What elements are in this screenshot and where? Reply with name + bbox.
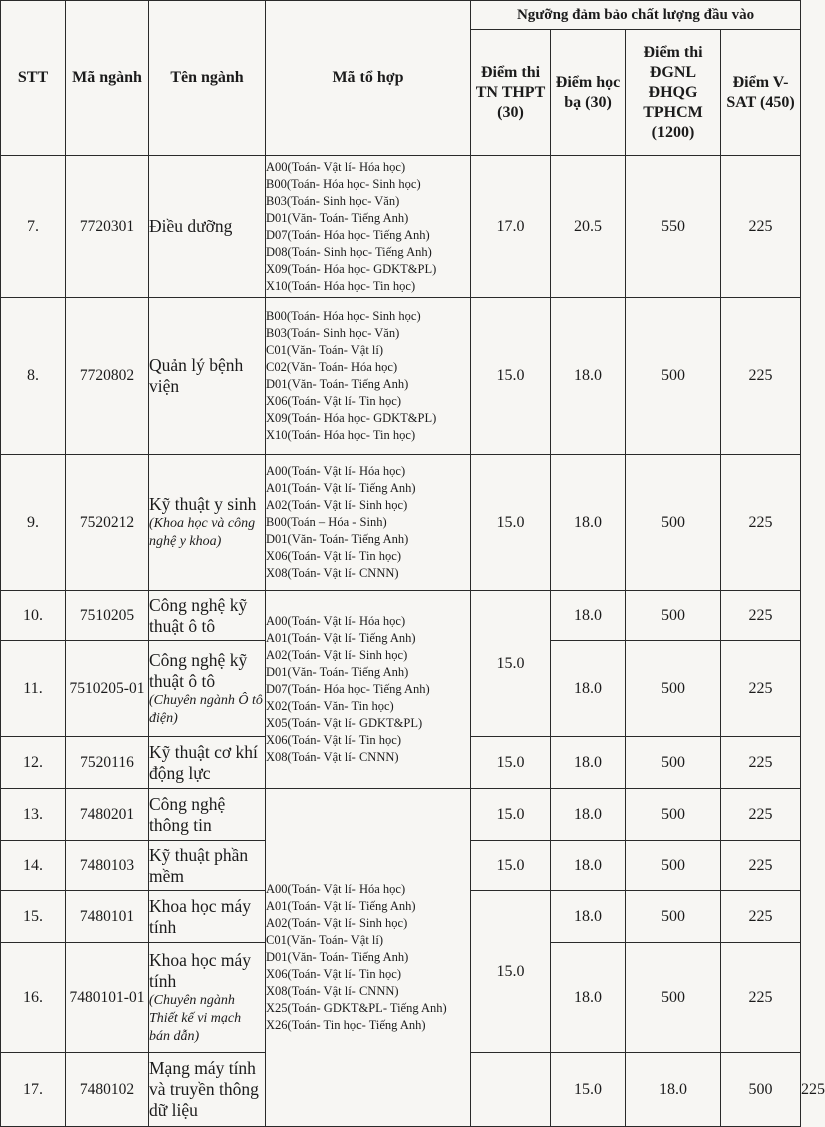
major-name-note: (Khoa học và công nghệ y khoa): [149, 516, 256, 549]
combo-item: X02(Toán- Văn- Tin học): [266, 699, 394, 713]
hocba-cell: 20.5: [551, 156, 626, 298]
hocba-cell: 18.0: [551, 591, 626, 641]
stt-cell: 12.: [1, 737, 66, 789]
header-vsat: Điểm V-SAT (450): [721, 30, 801, 156]
vsat-cell: 225: [721, 891, 801, 943]
table-row: [1, 455, 801, 591]
dgnl-cell: 500: [626, 298, 721, 455]
combo-item: A01(Toán- Vật lí- Tiếng Anh): [266, 631, 416, 645]
dgnl-cell: 500: [626, 841, 721, 891]
dgnl-cell: 500: [626, 737, 721, 789]
combo-item: C01(Văn- Toán- Vật lí): [266, 933, 384, 947]
combo-item: D07(Toán- Hóa học- Tiếng Anh): [266, 682, 430, 696]
combo-item: A01(Toán- Vật lí- Tiếng Anh): [266, 899, 416, 913]
hocba-cell: 18.0: [551, 737, 626, 789]
combo-item: X08(Toán- Vật lí- CNNN): [266, 750, 399, 764]
combo-item: B03(Toán- Sinh học- Văn): [266, 326, 400, 340]
name-cell: [149, 1053, 266, 1127]
header-dgnl: Điểm thi ĐGNL ĐHQG TPHCM (1200): [626, 30, 721, 156]
combo-item: D01(Văn- Toán- Tiếng Anh): [266, 532, 409, 546]
stt-cell: 10.: [1, 591, 66, 641]
name-cell: [149, 737, 266, 789]
combo-item: X25(Toán- GDKT&PL- Tiếng Anh): [266, 1001, 447, 1015]
combo-item: A00(Toán- Vật lí- Hóa học): [266, 882, 406, 896]
major-name: Khoa học máy tính: [149, 895, 252, 937]
combo-item: A01(Toán- Vật lí- Tiếng Anh): [266, 481, 416, 495]
combo-list: [266, 156, 471, 298]
code-cell: 7510205-01: [66, 641, 149, 737]
major-name: Kỹ thuật cơ khí động lực: [149, 741, 258, 783]
table-row: [1, 591, 801, 641]
dgnl-cell: 500: [626, 455, 721, 591]
thpt-cell: 15.0: [471, 455, 551, 591]
combo-item: X08(Toán- Vật lí- CNNN): [266, 984, 399, 998]
code-cell: 7510205: [66, 591, 149, 641]
hocba-cell: 18.0: [551, 455, 626, 591]
dgnl-cell: 500: [626, 891, 721, 943]
code-cell: 7480103: [66, 841, 149, 891]
thpt-cell: 15.0: [471, 841, 551, 891]
name-cell: [149, 841, 266, 891]
table-row: [1, 298, 801, 455]
header-thpt: Điểm thi TN THPT (30): [471, 30, 551, 156]
name-cell: [149, 641, 266, 737]
dgnl-cell: 550: [626, 156, 721, 298]
code-cell: 7480101: [66, 891, 149, 943]
combo-item: X06(Toán- Vật lí- Tin học): [266, 394, 401, 408]
code-cell: 7520116: [66, 737, 149, 789]
thpt-cell: 15.0: [551, 1053, 626, 1127]
major-name: Kỹ thuật phần mềm: [149, 844, 249, 886]
combo-item: A00(Toán- Vật lí- Hóa học): [266, 464, 406, 478]
major-name: Khoa học máy tính: [149, 949, 252, 991]
combo-item: D01(Văn- Toán- Tiếng Anh): [266, 665, 409, 679]
thpt-cell: 15.0: [471, 737, 551, 789]
major-name: Điều dưỡng: [149, 216, 233, 236]
table-row: 17. 7480102 Mạng máy tính và truyền thông dữ liệu 15.0 18.0 500 225: [1, 1053, 801, 1127]
table-row: [1, 156, 801, 298]
stt-cell: 11.: [1, 641, 66, 737]
stt-cell: 8.: [1, 298, 66, 455]
vsat-cell: 225: [721, 737, 801, 789]
header-combos: Mã tổ hợp: [266, 1, 471, 156]
combo-item: X06(Toán- Vật lí- Tin học): [266, 967, 401, 981]
combo-item: A00(Toán- Vật lí- Hóa học): [266, 614, 406, 628]
header-name: Tên ngành: [149, 1, 266, 156]
name-cell: [149, 891, 266, 943]
major-name: Mạng máy tính và truyền thông dữ liệu: [149, 1058, 259, 1120]
vsat-cell: 225: [721, 943, 801, 1053]
vsat-cell: 225: [721, 841, 801, 891]
combo-item: C01(Văn- Toán- Vật lí): [266, 343, 384, 357]
thpt-cell: 15.0: [471, 591, 551, 737]
combo-item: A02(Toán- Vật lí- Sinh học): [266, 648, 408, 662]
combo-item: D01(Văn- Toán- Tiếng Anh): [266, 210, 409, 225]
stt-cell: 13.: [1, 789, 66, 841]
combo-item: X09(Toán- Hóa học- GDKT&PL): [266, 411, 437, 425]
code-cell: 7720802: [66, 298, 149, 455]
combo-item: X26(Toán- Tin học- Tiếng Anh): [266, 1018, 426, 1032]
combo-item: A02(Toán- Vật lí- Sinh học): [266, 916, 408, 930]
vsat-cell: 225: [721, 591, 801, 641]
code-cell: 7520212: [66, 455, 149, 591]
header-code: Mã ngành: [66, 1, 149, 156]
combo-list: [266, 789, 471, 1127]
name-cell: [149, 789, 266, 841]
major-name: Công nghệ thông tin: [149, 793, 226, 835]
header-threshold-group: Ngưỡng đảm bảo chất lượng đầu vào: [471, 1, 801, 30]
dgnl-cell: 500: [626, 641, 721, 737]
major-name: Kỹ thuật y sinh: [149, 494, 257, 514]
table-row: [1, 789, 801, 841]
major-name-note: (Chuyên ngành Ô tô điện): [149, 692, 263, 726]
dgnl-cell: 500: [626, 943, 721, 1053]
combo-item: B00(Toán – Hóa - Sinh): [266, 515, 387, 529]
combo-item: X06(Toán- Vật lí- Tin học): [266, 549, 401, 563]
code-cell: 7480102: [66, 1053, 149, 1127]
name-cell: [149, 298, 266, 455]
vsat-cell: 225: [721, 298, 801, 455]
combo-item: X08(Toán- Vật lí- CNNN): [266, 566, 399, 580]
stt-cell: 7.: [1, 156, 66, 298]
name-cell: [149, 455, 266, 591]
stt-cell: 14.: [1, 841, 66, 891]
thpt-cell: 17.0: [471, 156, 551, 298]
combo-list: [266, 591, 471, 789]
hocba-cell: 18.0: [626, 1053, 721, 1127]
hocba-cell: 18.0: [551, 641, 626, 737]
combo-item: X09(Toán- Hóa học- GDKT&PL): [266, 261, 437, 276]
combo-item: D07(Toán- Hóa học- Tiếng Anh): [266, 227, 430, 242]
combo-list: [266, 298, 471, 455]
combo-item: A00(Toán- Vật lí- Hóa học): [266, 159, 406, 174]
combo-item: C02(Văn- Toán- Hóa học): [266, 360, 398, 374]
stt-cell: 16.: [1, 943, 66, 1053]
name-cell: [149, 591, 266, 641]
vsat-cell: 225: [721, 455, 801, 591]
name-cell: [149, 156, 266, 298]
vsat-cell: 225: [721, 789, 801, 841]
header-stt: STT: [1, 1, 66, 156]
combo-item: D01(Văn- Toán- Tiếng Anh): [266, 377, 409, 391]
stt-cell: 17.: [1, 1053, 66, 1127]
combo-item: B03(Toán- Sinh học- Văn): [266, 193, 400, 208]
major-name: Công nghệ kỹ thuật ô tô: [149, 649, 248, 691]
code-cell: 7480201: [66, 789, 149, 841]
vsat-cell: 225: [721, 641, 801, 737]
code-cell: 7720301: [66, 156, 149, 298]
major-name: Quản lý bệnh viện: [149, 355, 244, 396]
combo-item: X05(Toán- Vật lí- GDKT&PL): [266, 716, 423, 730]
hocba-cell: 18.0: [551, 789, 626, 841]
hocba-cell: 18.0: [551, 841, 626, 891]
combo-item: B00(Toán- Hóa học- Sinh học): [266, 176, 421, 191]
hocba-cell: 18.0: [551, 298, 626, 455]
thpt-cell: 15.0: [471, 298, 551, 455]
thpt-cell: 15.0: [471, 891, 551, 1053]
dgnl-cell: 500: [626, 591, 721, 641]
hocba-cell: 18.0: [551, 943, 626, 1053]
header-hocba: Điểm học bạ (30): [551, 30, 626, 156]
combo-item: D01(Văn- Toán- Tiếng Anh): [266, 950, 409, 964]
combo-list-empty: [471, 1053, 551, 1127]
stt-cell: 15.: [1, 891, 66, 943]
combo-item: D08(Toán- Sinh học- Tiếng Anh): [266, 244, 432, 259]
combo-item: B00(Toán- Hóa học- Sinh học): [266, 309, 421, 323]
combo-item: X10(Toán- Hóa học- Tin học): [266, 428, 416, 442]
vsat-cell: 225: [721, 156, 801, 298]
hocba-cell: 18.0: [551, 891, 626, 943]
combo-list: [266, 455, 471, 591]
stt-cell: 9.: [1, 455, 66, 591]
dgnl-cell: 500: [626, 789, 721, 841]
combo-item: X10(Toán- Hóa học- Tin học): [266, 278, 416, 293]
major-name-note: (Chuyên ngành Thiết kế vi mạch bán dẫn): [149, 992, 242, 1044]
combo-item: A02(Toán- Vật lí- Sinh học): [266, 498, 408, 512]
combo-item: X06(Toán- Vật lí- Tin học): [266, 733, 401, 747]
major-name: Công nghệ kỹ thuật ô tô: [149, 594, 248, 636]
code-cell: 7480101-01: [66, 943, 149, 1053]
thpt-cell: 15.0: [471, 789, 551, 841]
dgnl-cell: 500: [721, 1053, 801, 1127]
name-cell: [149, 943, 266, 1053]
